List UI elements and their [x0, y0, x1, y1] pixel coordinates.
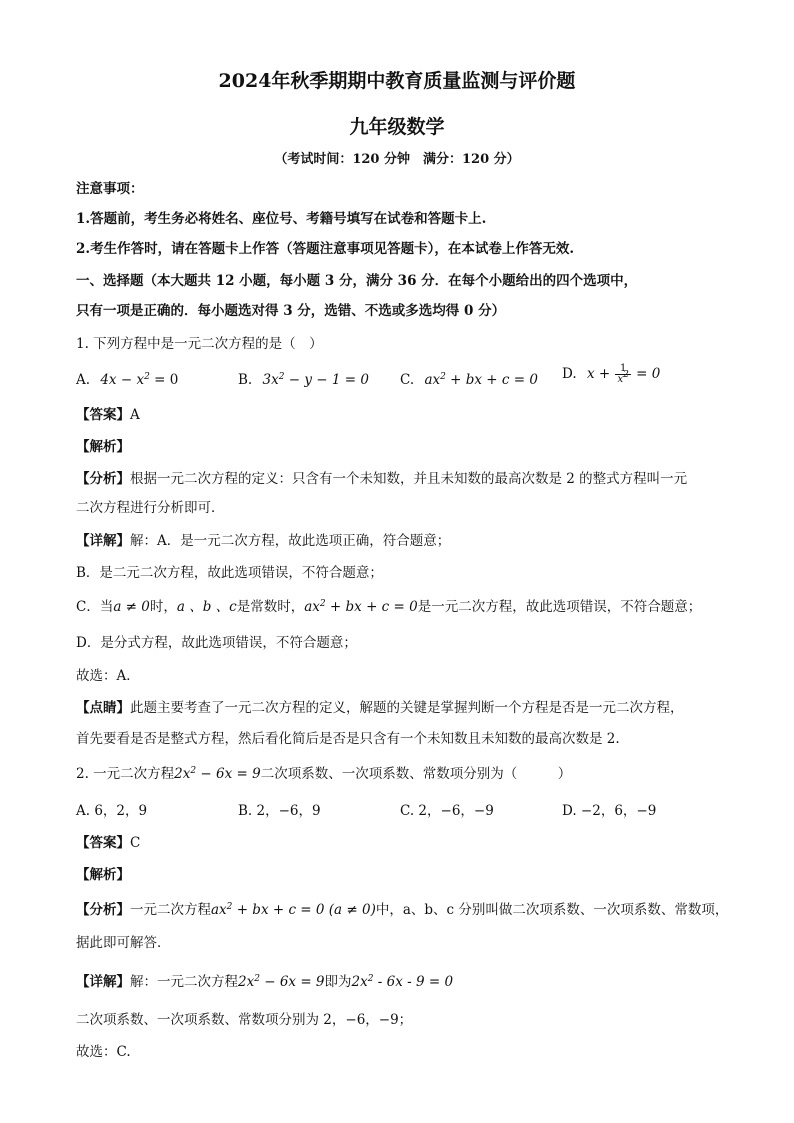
q1-dianjing-line2: 首先要看是否是整式方程，然后看化简后是否是只含有一个未知数且未知数的最高次数是 2.: [76, 731, 620, 747]
q1-option-b-expr: $3x^2 - y - 1 = 0$: [262, 372, 369, 388]
q2-fenxi-line1: 【分析】一元二次方程$ax^2$ + bx + c = 0 (a ≠ 0)中，a、b、c 分别叫做二次项系数、一次项系数、常数项，: [76, 902, 729, 918]
notes-item-1: 1.答题前，考生务必将姓名、座位号、考籍号填写在试卷和答题卡上.: [76, 211, 487, 227]
q2-option-d: D. −2，6，−9: [562, 803, 657, 819]
q1-dianjing-line1: 【点睛】此题主要考查了一元二次方程的定义，解题的关键是掌握判断一个方程是否是一元二次方程，: [76, 700, 684, 716]
q2-choose: 故选：C.: [76, 1044, 131, 1060]
section1-line1: 一、选择题（本大题共 12 小题，每小题 3 分，满分 36 分．在每个小题给出的四个选项中，: [76, 273, 638, 289]
page-subtitle: 九年级数学: [349, 116, 445, 138]
notes-item-2: 2.考生作答时，请在答题卡上作答（答题注意事项见答题卡），在本试卷上作答无效.: [76, 241, 575, 257]
q1-option-a-expr: $4x - x^2 = 0$: [100, 372, 179, 388]
q1-option-d: [562, 364, 660, 385]
q2-option-b: B. 2，−6，9: [238, 803, 321, 819]
q1-option-c-label: C.: [400, 372, 415, 388]
exam-info: （考试时间：120 分钟 满分：120 分）: [274, 152, 520, 167]
q1-xiangjie-line1: 【详解】解：A．是一元二次方程，故此选项正确，符合题意；: [76, 533, 451, 549]
q2-stem: 2. 一元二次方程$2x^2 - 6x = 9$二次项系数、一次项系数、常数项分别为（ ）: [76, 766, 572, 782]
notes-heading: 注意事项：: [76, 181, 144, 197]
q2-xiangjie-line1: 【详解】解：一元二次方程$2x^2 - 6x = 9$即为$2x^2 - 6x - 9 = 0$: [76, 974, 454, 990]
q1-option-c-expr: $ax^2$ + bx + c = 0: [424, 372, 538, 388]
q1-fenxi-line2: 二次方程进行分析即可．: [76, 500, 225, 516]
q1-option-d-expr: x + $\frac{1}{x^2}$ = 0: [586, 363, 661, 385]
q1-xiangjie-line3: C．当a ≠ 0时，a 、b 、c是常数时，$ax^2$ + bx + c = 0是一元二次方程，故此选项错误，不符合题意；: [76, 599, 702, 615]
q1-answer: 【答案】A: [76, 407, 140, 423]
q2-xiangjie-line2: 二次项系数、一次项系数、常数项分别为 2，−6，−9；: [76, 1012, 413, 1028]
q1-option-c: [400, 371, 538, 389]
q1-option-d-label: D.: [562, 366, 577, 382]
q1-xiangjie-line4: D．是分式方程，故此选项错误，不符合题意；: [76, 635, 357, 651]
q2-answer: 【答案】C: [76, 835, 141, 851]
q1-option-b-label: B.: [238, 372, 253, 388]
q1-option-b: [238, 371, 369, 389]
q1-stem: 1. 下列方程中是一元二次方程的是（ ）: [76, 336, 323, 352]
q2-option-c: C. 2，−6，−9: [400, 803, 494, 819]
q2-fenxi-line2: 据此即可解答．: [76, 935, 171, 951]
q1-choose: 故选：A．: [76, 668, 140, 684]
q1-option-a-label: A.: [76, 372, 91, 388]
q1-xiangjie-line2: B．是二元二次方程，故此选项错误，不符合题意；: [76, 565, 383, 581]
page-title: 2024年秋季期期中教育质量监测与评价题: [218, 70, 576, 92]
q1-fenxi-line1: 【分析】根据一元二次方程的定义：只含有一个未知数，并且未知数的最高次数是 2 的整式方程叫一元: [76, 471, 688, 487]
section1-line2: 只有一项是正确的．每小题选对得 3 分，选错、不选或多选均得 0 分）: [76, 303, 506, 319]
q2-option-a: A. 6，2，9: [76, 803, 148, 819]
q1-analysis-tag: 【解析】: [76, 439, 130, 455]
q1-option-a: [76, 371, 178, 389]
q2-analysis-tag: 【解析】: [76, 867, 130, 883]
